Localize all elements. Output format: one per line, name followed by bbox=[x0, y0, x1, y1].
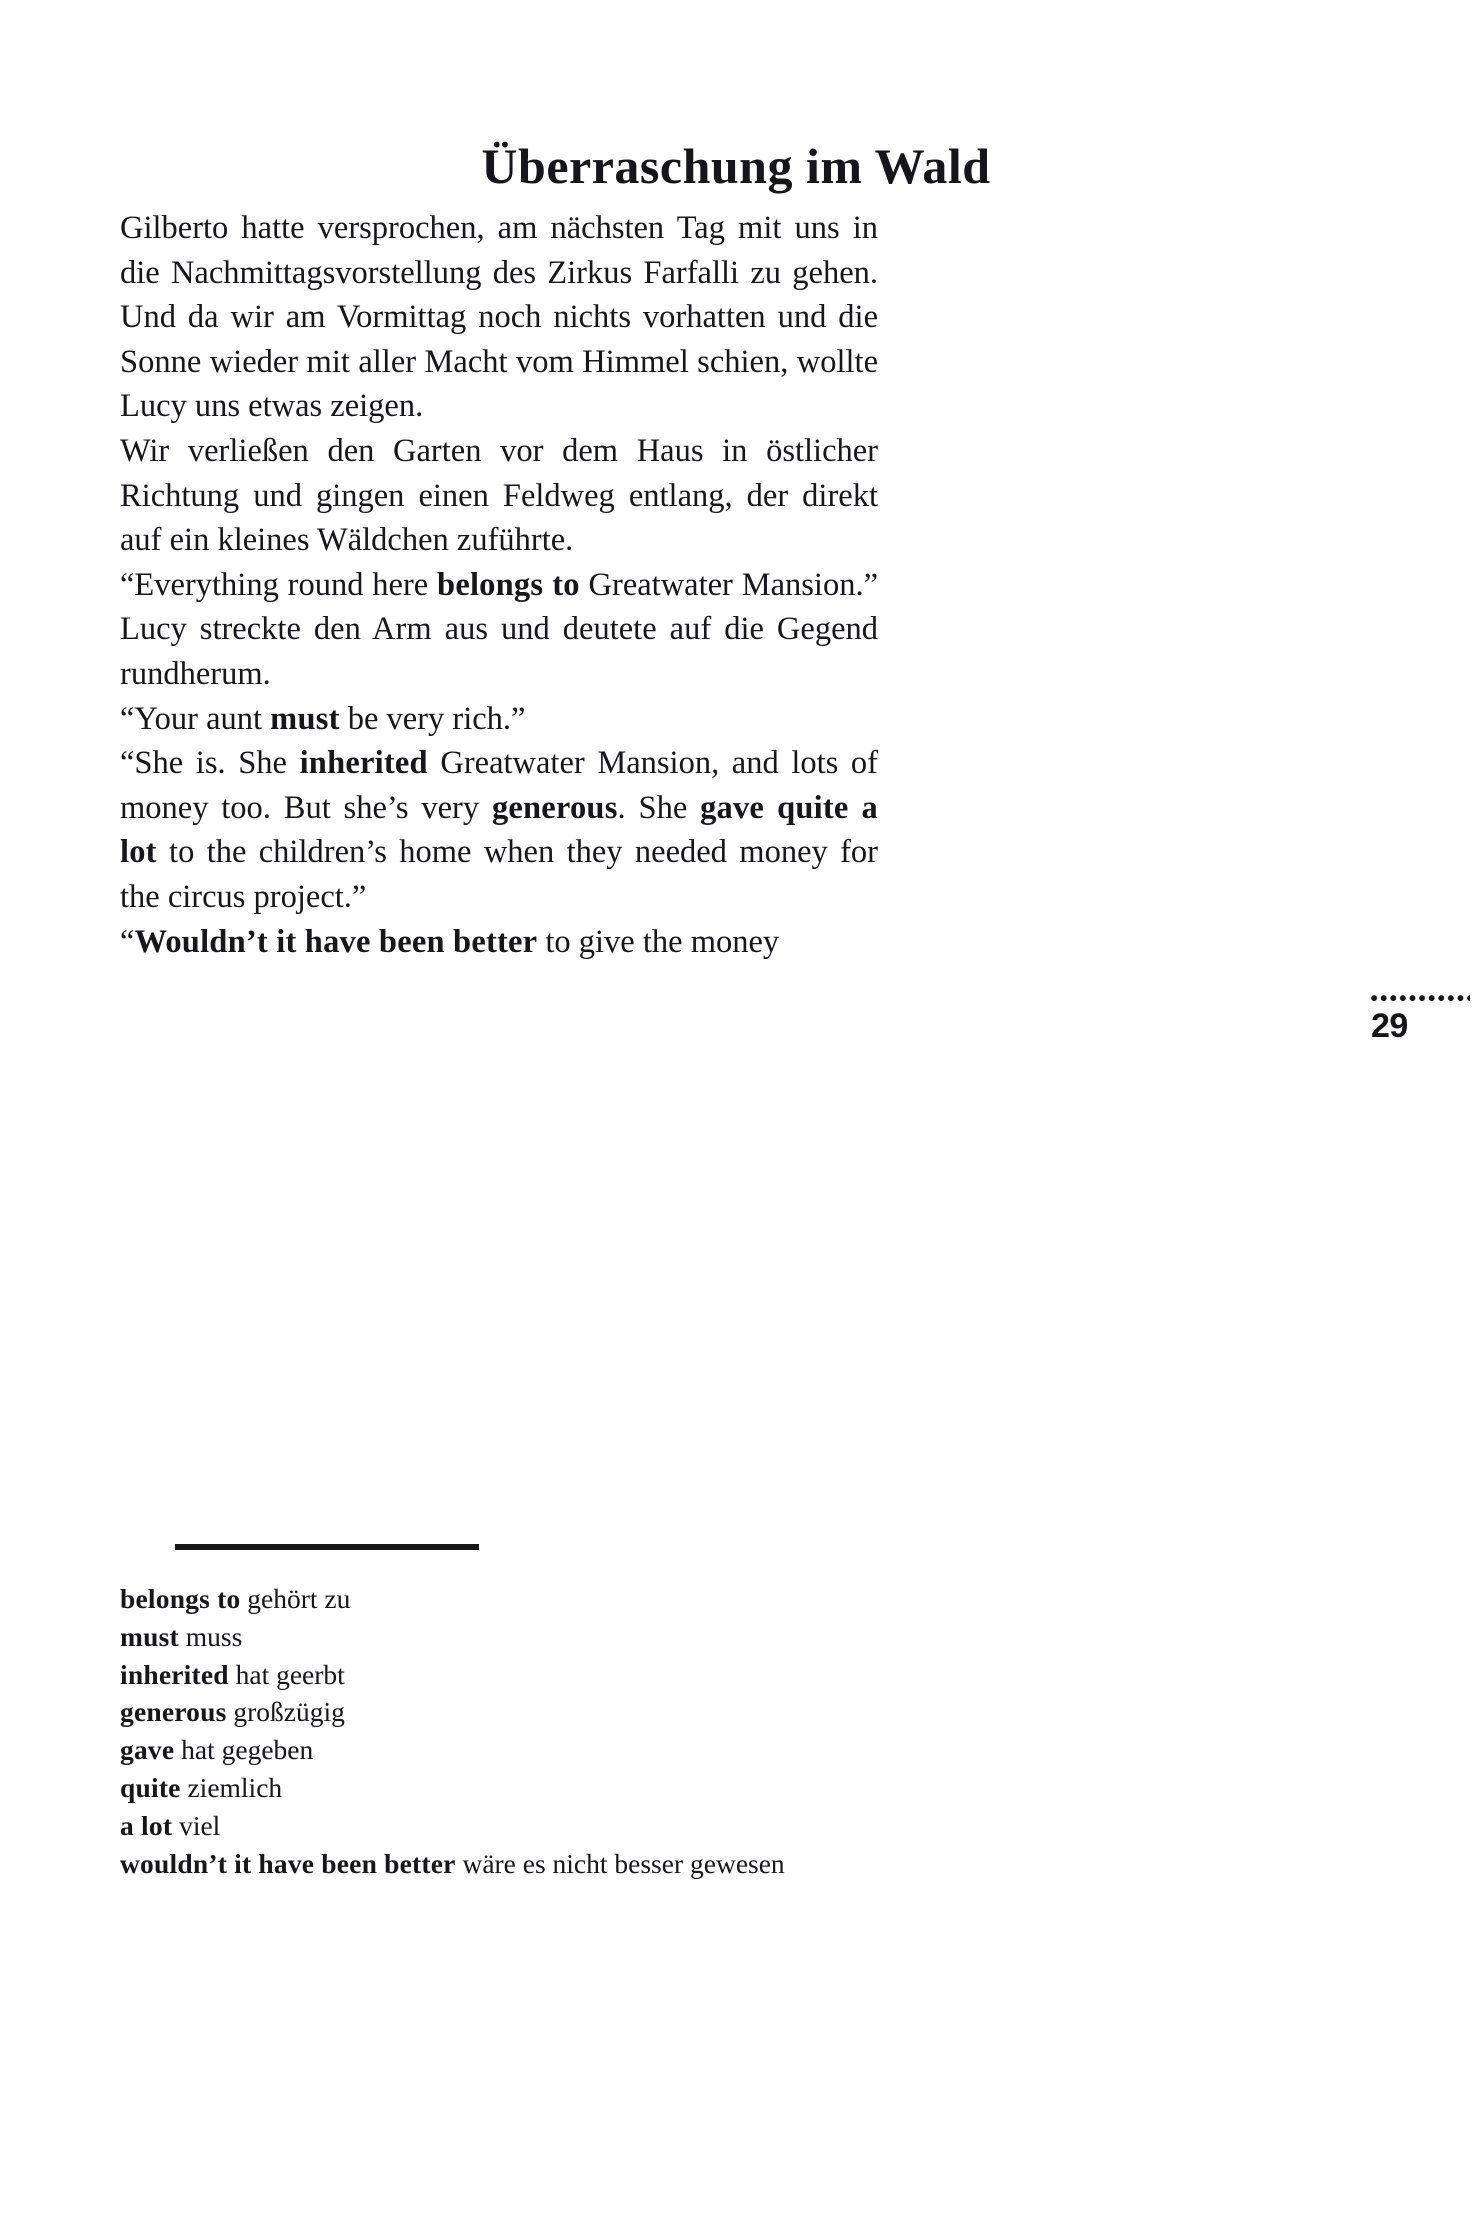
glossary-term: must bbox=[120, 1620, 179, 1652]
text-run: Greatwater Mansion.” Lucy streckte den Arm aus und deutete auf die Gegend rundherum. bbox=[120, 566, 878, 692]
vocab-highlight: generous bbox=[491, 789, 618, 826]
vocab-highlight: must bbox=[270, 700, 340, 737]
glossary-translation: hat geerbt bbox=[235, 1658, 345, 1690]
glossary-translation: gehört zu bbox=[247, 1583, 351, 1614]
vocab-highlight: Wouldn’t it have been better bbox=[134, 923, 538, 960]
glossary-entry bbox=[120, 1580, 1240, 1618]
glossary-translation: muss bbox=[185, 1620, 243, 1652]
glossary-term: gave bbox=[120, 1734, 175, 1766]
glossary-translation: ziemlich bbox=[187, 1771, 283, 1803]
text-run: . She bbox=[617, 789, 701, 826]
glossary-translation: wäre es nicht besser gewesen bbox=[462, 1847, 785, 1879]
glossary-entry bbox=[120, 1656, 1240, 1694]
page-number: 29 bbox=[1371, 1007, 1408, 1045]
page-title: Überraschung im Wald bbox=[481, 137, 991, 194]
glossary-term: a lot bbox=[120, 1809, 173, 1841]
footnote-separator-rule bbox=[175, 1544, 479, 1550]
glossary-entry bbox=[120, 1693, 1240, 1731]
glossary-term: wouldn’t it have been better bbox=[120, 1847, 456, 1879]
text-run: to the children’s home when they needed money for the circus project.” bbox=[120, 834, 878, 915]
paragraph bbox=[120, 429, 878, 563]
text-run: “ bbox=[120, 923, 135, 960]
glossary-translation: hat gegeben bbox=[181, 1734, 314, 1766]
vocab-highlight: gave quite a lot bbox=[120, 789, 878, 871]
glossary-list bbox=[120, 1580, 1240, 1882]
text-run: to give the money bbox=[537, 923, 780, 960]
glossary-translation: viel bbox=[179, 1809, 221, 1841]
glossary-term: generous bbox=[120, 1696, 227, 1728]
body-text-column bbox=[120, 206, 878, 964]
vocab-highlight: inherited bbox=[299, 745, 428, 782]
glossary-entry bbox=[120, 1618, 1240, 1656]
vocab-highlight: belongs to bbox=[437, 566, 580, 603]
text-run: Wir verließen den Garten vor dem Haus in östlicher Richtung und gingen einen Feldweg entlang, der direkt auf ein kleines Wäldchen zuführte. bbox=[120, 432, 878, 559]
paragraph bbox=[120, 920, 878, 965]
text-run: be very rich.” bbox=[339, 700, 526, 737]
glossary-term: quite bbox=[120, 1771, 181, 1803]
page-number-marker bbox=[1371, 995, 1472, 1045]
glossary-entry bbox=[120, 1807, 1240, 1845]
text-run: “Your aunt bbox=[120, 700, 271, 737]
glossary-entry bbox=[120, 1731, 1240, 1769]
text-run: Greatwater Mansion, and lots of money too. But she’s very bbox=[120, 745, 878, 826]
glossary-term: inherited bbox=[120, 1658, 229, 1690]
text-run: “Everything round here bbox=[120, 566, 438, 603]
glossary-entry bbox=[120, 1769, 1240, 1807]
glossary-term: belongs to bbox=[120, 1583, 241, 1614]
paragraph bbox=[120, 741, 878, 919]
glossary-translation: großzügig bbox=[233, 1696, 345, 1728]
paragraph bbox=[120, 206, 878, 429]
text-run: “She is. She bbox=[120, 745, 300, 782]
dotted-rule-icon bbox=[1371, 995, 1470, 1004]
text-run: Gilberto hatte versprochen, am nächsten Tag mit uns in die Nachmittagsvorstellung des Zirkus Farfalli zu gehen. Und da wir am Vormittag noch nichts vorhatten und die Sonne wieder mit aller Macht vom Himmel schien, wollte Lucy uns etwas zeigen. bbox=[120, 210, 878, 425]
glossary-entry bbox=[120, 1845, 1240, 1883]
paragraph bbox=[120, 697, 878, 742]
paragraph bbox=[120, 563, 878, 697]
